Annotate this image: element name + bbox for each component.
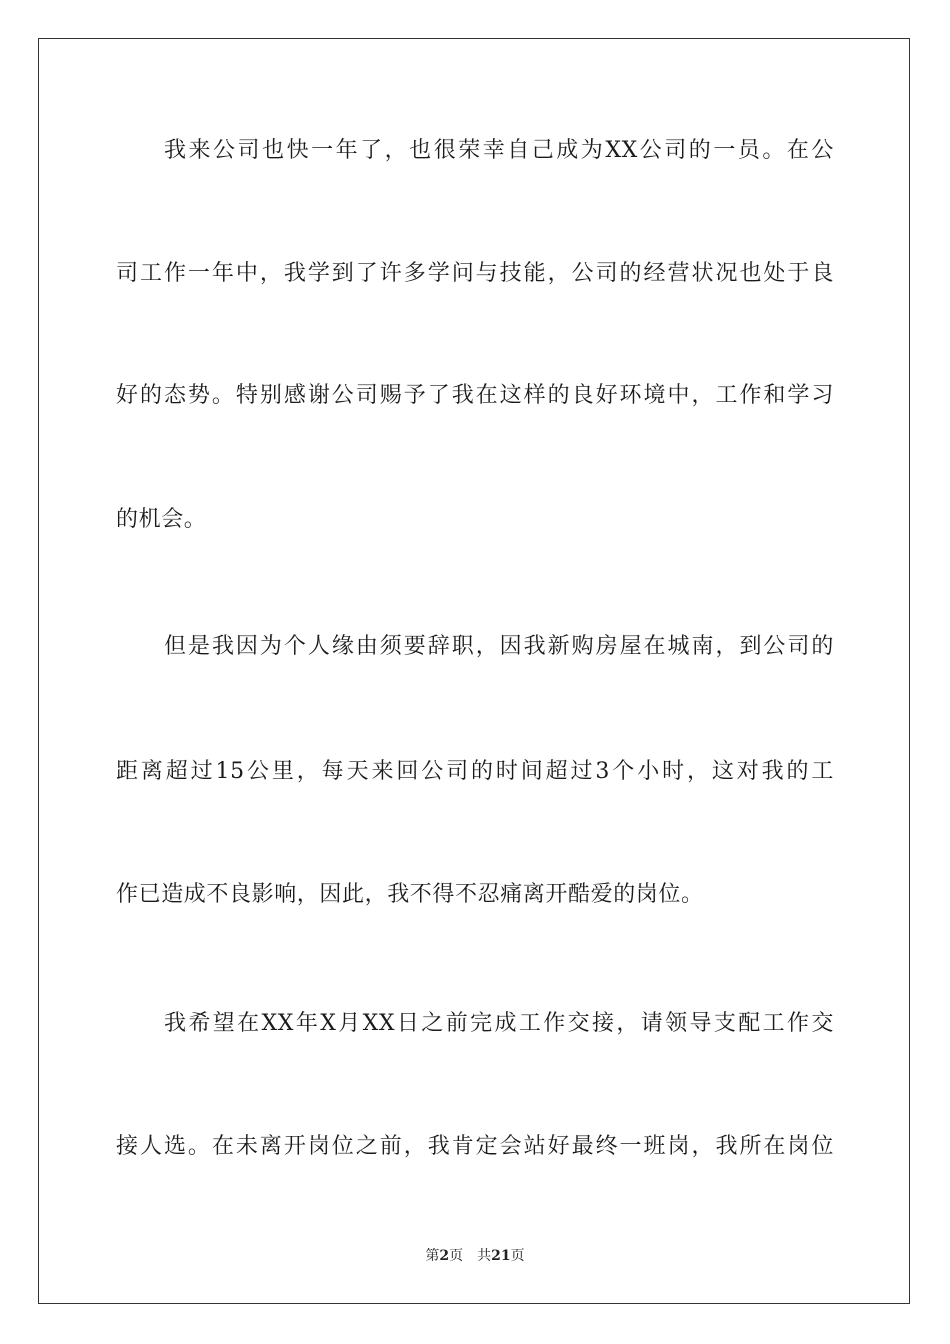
paragraph-1-line-1: 我来公司也快一年了，也很荣幸自己成为XX公司的一员。在公 bbox=[164, 138, 834, 163]
page-border bbox=[38, 38, 910, 1304]
paragraph-2-line-2: 距离超过15公里，每天来回公司的时间超过3个小时，这对我的工 bbox=[116, 759, 834, 784]
page-footer bbox=[0, 1246, 950, 1266]
page-suffix: 页 bbox=[449, 1248, 464, 1264]
paragraph-2-line-3: 作已造成不良影响，因此，我不得不忍痛离开酷爱的岗位。 bbox=[116, 882, 704, 907]
paragraph-2-line-1: 但是我因为个人缘由须要辞职，因我新购房屋在城南，到公司的 bbox=[164, 634, 834, 659]
paragraph-1-line-4: 的机会。 bbox=[116, 507, 207, 532]
total-prefix: 共 bbox=[477, 1248, 492, 1264]
paragraph-1-line-2: 司工作一年中，我学到了许多学问与技能，公司的经营状况也处于良 bbox=[116, 261, 834, 286]
total-suffix: 页 bbox=[510, 1248, 525, 1264]
page-prefix: 第 bbox=[425, 1248, 440, 1264]
paragraph-3-line-1: 我希望在XX年X月XX日之前完成工作交接，请领导支配工作交 bbox=[164, 1011, 834, 1036]
paragraph-3-line-2: 接人选。在未离开岗位之前，我肯定会站好最终一班岗，我所在岗位 bbox=[116, 1134, 834, 1159]
paragraph-1-line-3: 好的态势。特别感谢公司赐予了我在这样的良好环境中，工作和学习 bbox=[116, 383, 834, 408]
total-pages: 21 bbox=[491, 1248, 511, 1264]
page-number: 2 bbox=[439, 1248, 450, 1264]
